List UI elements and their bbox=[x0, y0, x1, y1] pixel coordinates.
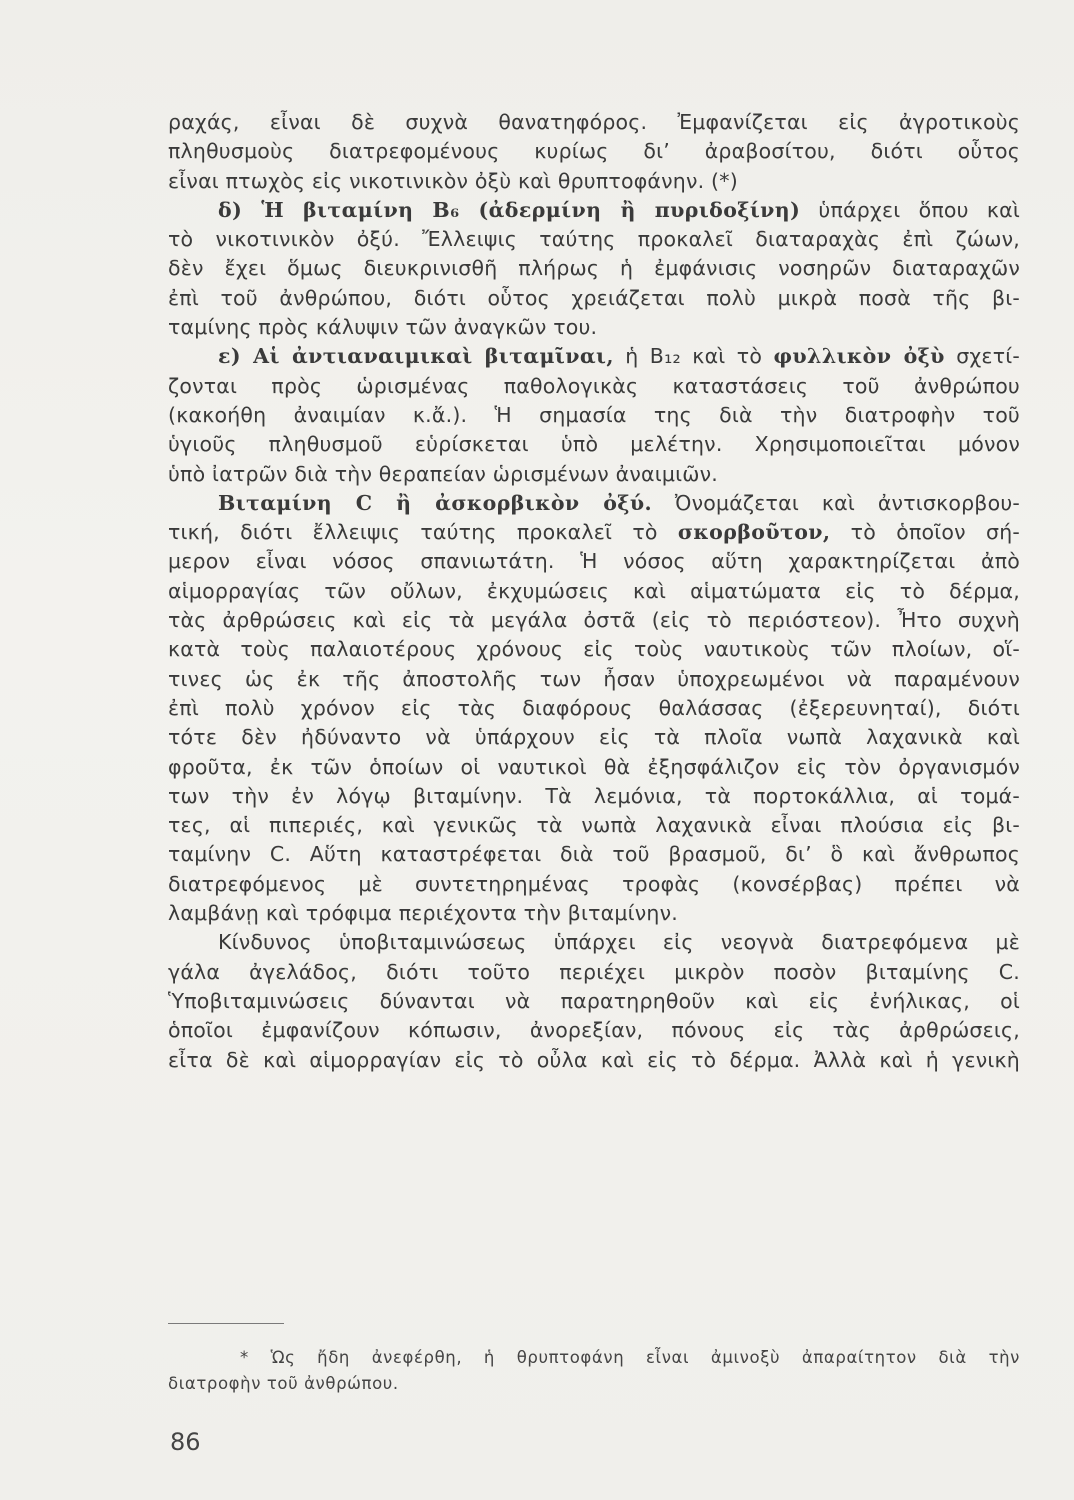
text-run: τὸ ὁποῖον σή- bbox=[830, 520, 1020, 545]
text-line: εἶτα δὲ καὶ αἱμορραγίαν εἰς τὸ οὖλα καὶ εἰς τὸ δέρμα. Ἀλλὰ καὶ ἡ γενικὴ bbox=[168, 1047, 1020, 1072]
text-line: ὑπὸ ἰατρῶν διὰ τὴν θεραπείαν ὡρισμένων ἀναιμιῶν. bbox=[168, 461, 718, 486]
text-line: δὲν ἔχει ὅμως διευκρινισθῆ πλήρως ἡ ἐμφάνισις νοσηρῶν διαταραχῶν bbox=[168, 256, 1020, 281]
text-line: τὰς ἀρθρώσεις καὶ εἰς τὰ μεγάλα ὀστᾶ (εἰς τὸ περιόστεον). Ἦτο συχνὴ bbox=[168, 608, 1020, 633]
text-line: των τὴν ἐν λόγῳ βιταμίνην. Τὰ λεμόνια, τὰ πορτοκάλλια, αἱ τομά- bbox=[168, 783, 1020, 808]
text-line: ραχάς, εἶναι δὲ συχνὰ θανατηφόρος. Ἐμφανίζεται εἰς ἀγροτικοὺς bbox=[168, 110, 1020, 134]
footnote bbox=[168, 1345, 1020, 1397]
text-run: ὑπάρχει ὅπου καὶ bbox=[800, 197, 1021, 222]
text-line: πληθυσμοὺς διατρεφομένους κυρίως δι’ ἀραβοσίτου, διότι οὗτος bbox=[168, 139, 1020, 164]
text-line: τὸ νικοτινικὸν ὀξύ. Ἔλλειψις ταύτης προκαλεῖ διαταραχὰς ἐπὶ ζώων, bbox=[168, 227, 1020, 252]
footnote-line: * Ὡς ἤδη ἀνεφέρθη, ἡ θρυπτοφάνη εἶναι ἀμινοξὺ ἀπαραίτητον διὰ τὴν bbox=[240, 1348, 1020, 1367]
text-line: ὁποῖοι ἐμφανίζουν κόπωσιν, ἀνορεξίαν, πόνους εἰς τὰς ἀρθρώσεις, bbox=[168, 1018, 1020, 1043]
text-line: ταμίνης πρὸς κάλυψιν τῶν ἀναγκῶν του. bbox=[168, 315, 598, 340]
footnote-line: διατροφὴν τοῦ ἀνθρώπου. bbox=[168, 1374, 399, 1393]
scurvy-term: σκορβοῦτον, bbox=[677, 520, 831, 545]
footnote-divider bbox=[168, 1323, 284, 1324]
text-line: ἐπὶ τοῦ ἀνθρώπου, διότι οὗτος χρειάζεται πολὺ μικρὰ ποσὰ τῆς βι- bbox=[168, 285, 1020, 310]
text-line: (κακοήθη ἀναιμίαν κ.ἄ.). Ἡ σημασία της διὰ τὴν διατροφὴν τοῦ bbox=[168, 402, 1020, 427]
text-line: ἐπὶ πολὺ χρόνον εἰς τὰς διαφόρους θαλάσσας (ἐξερευνηταί), διότι bbox=[168, 695, 1020, 720]
text-run: σχετί- bbox=[944, 344, 1020, 369]
text-line: Ὑποβιταμινώσεις δύνανται νὰ παρατηρηθοῦν καὶ εἰς ἐνήλικας, οἱ bbox=[168, 988, 1020, 1013]
text-run: Ὀνομάζεται καὶ ἀντισκορβου- bbox=[652, 490, 1020, 515]
text-line: αἱμορραγίας τῶν οὔλων, ἐκχυμώσεις καὶ αἱματώματα εἰς τὸ δέρμα, bbox=[168, 578, 1020, 603]
text-line: γάλα ἀγελάδος, διότι τοῦτο περιέχει μικρὸν ποσὸν βιταμίνης C. bbox=[168, 959, 1020, 984]
text-line: κατὰ τοὺς παλαιοτέρους χρόνους εἰς τοὺς ναυτικοὺς τῶν πλοίων, οἵ- bbox=[168, 637, 1020, 662]
text-line bbox=[168, 342, 1020, 371]
text-line bbox=[168, 518, 1020, 547]
section-heading-b6: δ) Ἡ βιταμίνη Β₆ (ἀδερμίνη ἢ πυριδοξίνη) bbox=[218, 197, 801, 222]
text-run: τική, διότι ἔλλειψις ταύτης προκαλεῖ τὸ bbox=[168, 520, 678, 545]
text-line: τινες ὡς ἐκ τῆς ἀποστολῆς των ἦσαν ὑποχρεωμένοι νὰ παραμένουν bbox=[168, 666, 1020, 691]
text-line: Κίνδυνος ὑποβιταμινώσεως ὑπάρχει εἰς νεογνὰ διατρεφόμενα μὲ bbox=[218, 930, 1020, 955]
body-text bbox=[168, 108, 1020, 1075]
text-line: λαμβάνῃ καὶ τρόφιμα περιέχοντα τὴν βιταμίνην. bbox=[168, 901, 678, 926]
text-line: εἶναι πτωχὸς εἰς νικοτινικὸν ὀξὺ καὶ θρυπτοφάνην. (*) bbox=[168, 168, 738, 193]
text-line: μερον εἶναι νόσος σπανιωτάτη. Ἡ νόσος αὕτη χαρακτηρίζεται ἀπὸ bbox=[168, 549, 1020, 574]
page-number: 86 bbox=[170, 1428, 201, 1456]
section-heading-vitamin-c: Βιταμίνη C ἢ ἀσκορβικὸν ὀξύ. bbox=[218, 490, 653, 515]
text-line: ζονται πρὸς ὡρισμένας παθολογικὰς καταστάσεις τοῦ ἀνθρώπου bbox=[168, 373, 1020, 398]
text-line bbox=[168, 489, 1020, 518]
text-line: φροῦτα, ἐκ τῶν ὁποίων οἱ ναυτικοὶ θὰ ἐξησφάλιζον εἰς τὸν ὀργανισμόν bbox=[168, 754, 1020, 779]
text-line: ταμίνην C. Αὕτη καταστρέφεται διὰ τοῦ βρασμοῦ, δι’ ὃ καὶ ἄνθρωπος bbox=[168, 842, 1020, 867]
text-line bbox=[168, 196, 1020, 225]
text-line: τες, αἱ πιπεριές, καὶ γενικῶς τὰ νωπὰ λαχανικὰ εἶναι πλούσια εἰς βι- bbox=[168, 813, 1020, 838]
text-line: ὑγιοῦς πληθυσμοῦ εὑρίσκεται ὑπὸ μελέτην. Χρησιμοποιεῖται μόνον bbox=[168, 432, 1020, 457]
text-line: τότε δὲν ἠδύναντο νὰ ὑπάρχουν εἰς τὰ πλοῖα νωπὰ λαχανικὰ καὶ bbox=[168, 725, 1020, 750]
folic-acid-term: φυλλικὸν ὀξὺ bbox=[773, 344, 945, 369]
section-heading-antianemic: ε) Αἱ ἀντιαναιμικαὶ βιταμῖναι, bbox=[218, 344, 614, 369]
text-line: διατρεφόμενος μὲ συντετηρημένας τροφὰς (κονσέρβας) πρέπει νὰ bbox=[168, 871, 1020, 896]
text-run: ἡ Β₁₂ καὶ τὸ bbox=[613, 344, 774, 369]
